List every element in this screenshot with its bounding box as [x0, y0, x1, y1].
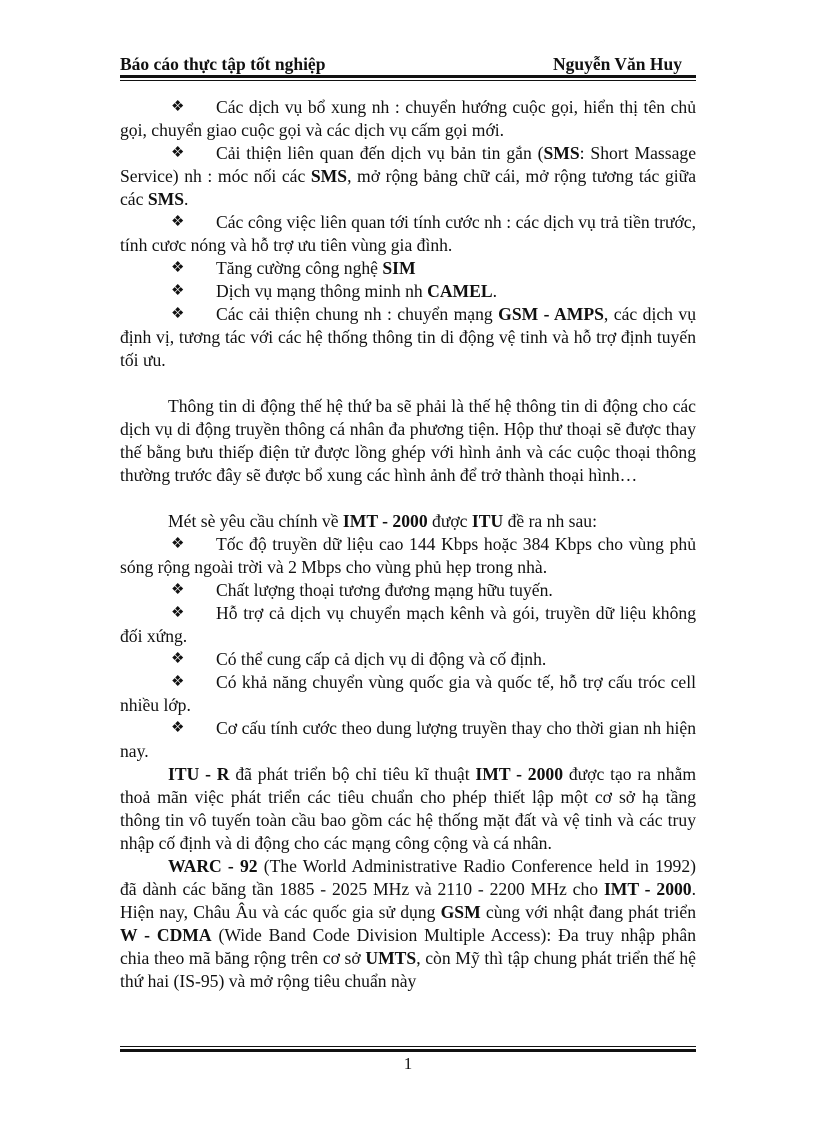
bullet-item — [120, 303, 696, 372]
body-paragraph — [120, 510, 696, 533]
bullet-item — [120, 602, 696, 648]
diamond-bullet-icon: ❖ — [171, 283, 185, 299]
text-run: Tốc độ truyền dữ liệu cao 144 Kbps hoặc 384 Kbps cho vùng phủ sóng rộng ngoài trời và 2 Mbps cho vùng phủ hẹp trong nhà. — [120, 534, 696, 577]
text-run: Cơ cấu tính cước theo dung lượng truyền thay cho thời gian nh hiện nay. — [120, 718, 696, 761]
body-paragraph — [120, 395, 696, 487]
text-run: . — [492, 281, 498, 301]
bold-term: SMS — [543, 143, 580, 163]
text-run: cùng với nhật đang phát triển — [480, 902, 697, 922]
text-run: Thông tin di động thế hệ thứ ba sẽ phải là thế hệ thông tin di động cho các dịch vụ di động truyền thông cá nhân đa phương tiện. Hộp thư thoại sẽ được thay thế bằng bưu thiếp điện tử được lồng ghép với hình ảnh và các cuộc thoại thông thường trước đây sẽ được bổ xung các hình ảnh để trở thành thoại hình… — [120, 396, 696, 485]
diamond-bullet-icon: ❖ — [171, 145, 185, 161]
text-run: Các công việc liên quan tới tính cước nh : các dịch vụ trả tiền trước, tính cươc nóng và hỗ trợ ưu tiên vùng gia đình. — [120, 212, 696, 255]
bold-term: SMS — [310, 166, 348, 186]
bold-term: W - CDMA — [120, 925, 212, 945]
bold-term: ITU — [471, 511, 504, 531]
text-run: đã phát triển bộ chỉ tiêu kĩ thuật — [229, 764, 476, 784]
bold-term: IMT - 2000 — [475, 764, 563, 784]
diamond-bullet-icon: ❖ — [171, 651, 185, 667]
text-run: , các dịch vụ định vị, tương tác với các hệ thống thông tin di động vệ tinh và hỗ trợ định tuyến tối ưu. — [120, 304, 696, 370]
text-run: , còn Mỹ thì tập chung phát triển thế hệ thứ hai (IS-95) và mở rộng tiêu chuẩn này — [120, 948, 696, 991]
bold-term: GSM - AMPS — [498, 304, 604, 324]
bold-term: WARC - 92 — [168, 856, 258, 876]
bullet-item — [120, 96, 696, 142]
diamond-bullet-icon: ❖ — [171, 674, 185, 690]
diamond-bullet-icon: ❖ — [171, 214, 185, 230]
bullet-item — [120, 257, 696, 280]
diamond-bullet-icon: ❖ — [171, 536, 185, 552]
bold-term: UMTS — [365, 948, 417, 968]
text-run: Có khả năng chuyển vùng quốc gia và quốc tế, hỗ trợ cấu tróc cell nhiều lớp. — [120, 672, 696, 715]
bullet-item — [120, 211, 696, 257]
text-run: Hỗ trợ cả dịch vụ chuyển mạch kênh và gói, truyền dữ liệu không đối xứng. — [120, 603, 696, 646]
header-title: Báo cáo thực tập tốt nghiệp — [120, 54, 326, 74]
diamond-bullet-icon: ❖ — [171, 582, 185, 598]
text-run: Dịch vụ mạng thông minh nh — [216, 281, 428, 301]
footer-rule-thick — [120, 1049, 696, 1052]
text-run: , mở rộng bảng chữ cái, mở rộng tương tác giữa các — [120, 166, 696, 209]
text-run: (The World Administrative Radio Conference held in 1992) đã dành các băng tần 1885 - 2025 MHz và 2110 - 2200 MHz cho — [120, 856, 696, 899]
text-run: . Hiện nay, Châu Âu và các quốc gia sử dụng — [120, 879, 696, 922]
footer-rule-thin — [120, 1046, 696, 1047]
diamond-bullet-icon: ❖ — [171, 605, 185, 621]
bold-term: CAMEL — [427, 281, 493, 301]
diamond-bullet-icon: ❖ — [171, 99, 185, 115]
text-run: được tạo ra nhằm thoả mãn việc phát triển các tiêu chuẩn cho phép thiết lập một cơ sở hạ tầng thông tin vô tuyến toàn cầu bao gồm các hệ thống mặt đất và vệ tinh và các truy nhập cố định và di động cho các mạng công cộng và cá nhân. — [120, 764, 696, 853]
diamond-bullet-icon: ❖ — [171, 306, 185, 322]
text-run: Cải thiện liên quan đến dịch vụ bản tin gắn ( — [216, 143, 544, 163]
text-run: Có thể cung cấp cả dịch vụ di động và cố định. — [216, 649, 547, 669]
text-run: . — [184, 189, 189, 209]
text-run: được — [427, 511, 472, 531]
page-number: 1 — [403, 1054, 413, 1073]
text-run: Chất lượng thoại tương đương mạng hữu tuyến. — [216, 580, 553, 600]
bold-term: SIM — [382, 258, 416, 278]
bullet-item — [120, 533, 696, 579]
text-run: Mét sè yêu cầu chính về — [168, 511, 343, 531]
text-run: đề ra nh sau: — [503, 511, 597, 531]
text-run: Các cải thiện chung nh : chuyển mạng — [216, 304, 499, 324]
document-body — [120, 96, 696, 993]
paragraph-spacer — [120, 372, 696, 395]
header-rule-thick — [120, 75, 696, 78]
paragraph-spacer — [120, 487, 696, 510]
header-author: Nguyễn Văn Huy — [552, 54, 682, 74]
bold-term: IMT - 2000 — [342, 511, 428, 531]
bold-term: IMT - 2000 — [603, 879, 692, 899]
header-rule-thin — [120, 80, 696, 81]
bullet-item — [120, 280, 696, 303]
bullet-item — [120, 648, 696, 671]
text-run: Tăng cường công nghệ — [216, 258, 383, 278]
bullet-item — [120, 142, 696, 211]
diamond-bullet-icon: ❖ — [171, 720, 185, 736]
bold-term: ITU - R — [168, 764, 230, 784]
text-run: Các dịch vụ bổ xung nh : chuyển hướng cuộc gọi, hiển thị tên chủ gọi, chuyển giao cuộc gọi và các dịch vụ cấm gọi mới. — [120, 97, 696, 140]
bullet-item — [120, 579, 696, 602]
bold-term: GSM — [440, 902, 481, 922]
diamond-bullet-icon: ❖ — [171, 260, 185, 276]
bold-term: SMS — [147, 189, 185, 209]
bullet-item — [120, 671, 696, 717]
body-paragraph — [120, 855, 696, 993]
bullet-item — [120, 717, 696, 763]
text-run: : Short Massage Service) nh : móc nối các — [120, 143, 696, 186]
body-paragraph — [120, 763, 696, 855]
text-run: (Wide Band Code Division Multiple Access): Đa truy nhập phân chia theo mã băng rộng trên cơ sở — [120, 925, 697, 968]
